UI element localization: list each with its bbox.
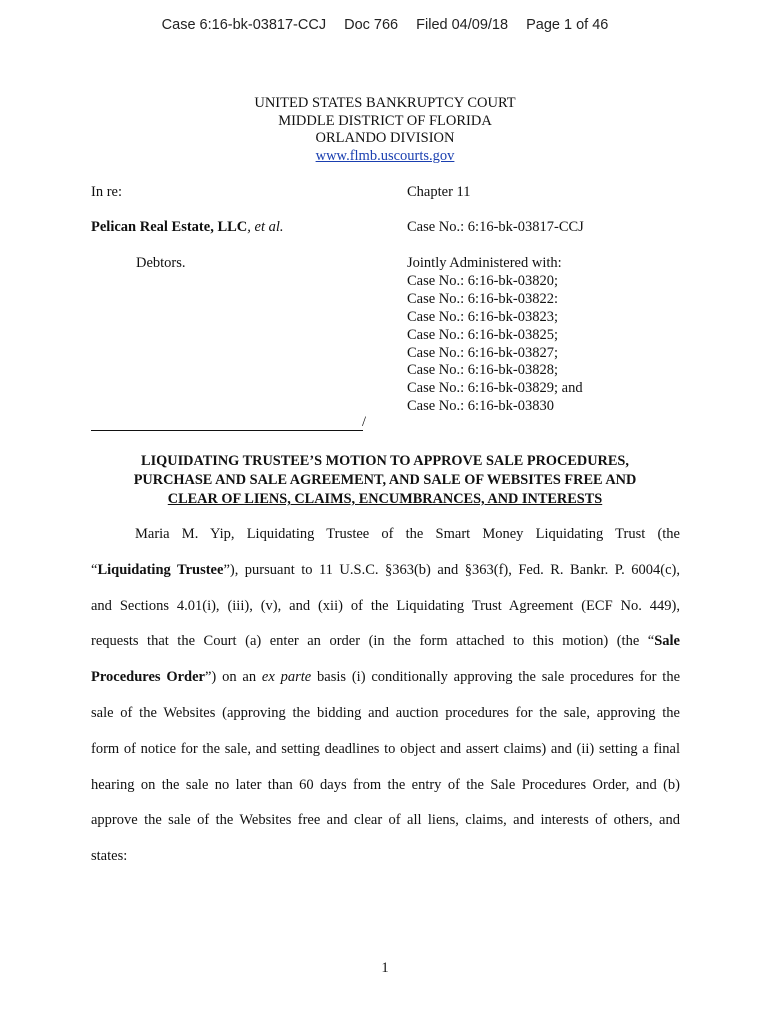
main-case-number: Case No.: 6:16-bk-03817-CCJ bbox=[407, 219, 584, 235]
ecf-header-stamp bbox=[0, 17, 770, 33]
page-count-stamp: Page 1 of 46 bbox=[526, 17, 609, 33]
page-number: 1 bbox=[381, 960, 389, 976]
chapter-label: Chapter 11 bbox=[407, 184, 471, 200]
court-heading bbox=[0, 95, 770, 165]
motion-body bbox=[91, 517, 680, 875]
related-case: Case No.: 6:16-bk-03828; bbox=[407, 362, 559, 379]
body-line: “Liquidating Trustee”), pursuant to 11 U.S.C. §363(b) and §363(f), Fed. R. Bankr. P. 6004(c), bbox=[91, 561, 680, 578]
court-website-link[interactable]: www.flmb.uscourts.gov bbox=[315, 147, 455, 164]
debtors-label: Debtors. bbox=[136, 255, 186, 271]
motion-title-line: CLEAR OF LIENS, CLAIMS, ENCUMBRANCES, AND INTERESTS bbox=[167, 491, 603, 507]
filed-date-stamp: Filed 04/09/18 bbox=[416, 17, 509, 33]
body-line: Procedures Order”) on an ex parte basis (i) conditionally approving the sale procedures for the bbox=[91, 669, 680, 686]
motion-title-line: PURCHASE AND SALE AGREEMENT, AND SALE OF WEBSITES FREE AND bbox=[133, 472, 637, 488]
related-case: Case No.: 6:16-bk-03823; bbox=[407, 308, 559, 325]
debtor-name-line bbox=[91, 219, 284, 236]
related-case: Case No.: 6:16-bk-03829; and bbox=[407, 380, 583, 397]
body-line: form of notice for the sale, and setting deadlines to object and assert claims) and (ii) setting a final bbox=[91, 740, 680, 757]
motion-title-line: LIQUIDATING TRUSTEE’S MOTION TO APPROVE SALE PROCEDURES, bbox=[141, 453, 629, 469]
defined-term: Sale bbox=[654, 633, 680, 650]
court-district: MIDDLE DISTRICT OF FLORIDA bbox=[278, 112, 492, 129]
et-al: , et al. bbox=[247, 219, 284, 235]
body-line: states: bbox=[91, 848, 128, 865]
caption-divider-line bbox=[91, 430, 363, 431]
body-line: and Sections 4.01(i), (iii), (v), and (xii) of the Liquidating Trust Agreement (ECF No. 449), bbox=[91, 597, 680, 614]
related-case: Case No.: 6:16-bk-03820; bbox=[407, 272, 559, 289]
body-line: sale of the Websites (approving the bidding and auction procedures for the sale, approving the bbox=[91, 704, 680, 721]
court-name: UNITED STATES BANKRUPTCY COURT bbox=[254, 95, 516, 111]
jointly-administered-label: Jointly Administered with: bbox=[407, 255, 562, 271]
related-case: Case No.: 6:16-bk-03822: bbox=[407, 290, 559, 307]
doc-number-stamp: Doc 766 bbox=[344, 17, 399, 33]
related-case: Case No.: 6:16-bk-03825; bbox=[407, 326, 559, 343]
related-case: Case No.: 6:16-bk-03830 bbox=[407, 398, 554, 415]
defined-term: Procedures Order bbox=[91, 669, 205, 686]
debtor-name: Pelican Real Estate, LLC bbox=[91, 219, 248, 235]
court-division: ORLANDO DIVISION bbox=[315, 130, 455, 146]
body-line: Maria M. Yip, Liquidating Trustee of the Smart Money Liquidating Trust (the bbox=[135, 526, 680, 542]
related-case: Case No.: 6:16-bk-03827; bbox=[407, 344, 559, 361]
motion-title bbox=[0, 452, 770, 509]
body-line: approve the sale of the Websites free and clear of all liens, claims, and interests of others, and bbox=[91, 812, 680, 829]
caption-slash: / bbox=[362, 414, 367, 430]
defined-term: Liquidating Trustee bbox=[97, 561, 224, 578]
jointly-administered-list bbox=[407, 255, 583, 416]
case-number-stamp: Case 6:16-bk-03817-CCJ bbox=[161, 17, 327, 33]
body-line: requests that the Court (a) enter an order (in the form attached to this motion) (the “Sale bbox=[91, 633, 680, 650]
in-re-label: In re: bbox=[91, 184, 122, 200]
body-line: hearing on the sale no later than 60 days from the entry of the Sale Procedures Order, and (b) bbox=[91, 776, 680, 793]
